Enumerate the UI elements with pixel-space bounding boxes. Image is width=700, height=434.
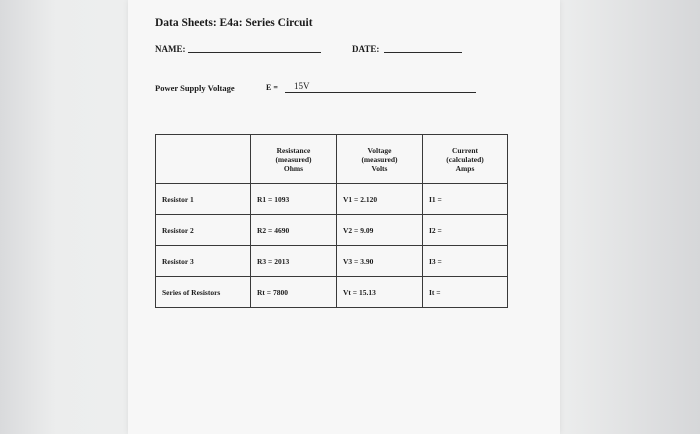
row-label: Resistor 3: [156, 246, 251, 277]
resistance-cell: R2 = 4690: [251, 215, 337, 246]
current-cell: I1 =: [423, 184, 508, 215]
row-label: Resistor 2: [156, 215, 251, 246]
date-label: DATE:: [352, 44, 380, 54]
voltage-cell: V2 = 9.09: [337, 215, 423, 246]
measurement-table: [155, 134, 508, 308]
supply-prefix: E =: [266, 83, 278, 92]
resistance-cell: R1 = 1093: [251, 184, 337, 215]
table-row: [156, 184, 508, 215]
table-row: [156, 215, 508, 246]
current-header: [423, 135, 508, 184]
table-row: [156, 277, 508, 308]
resistance-cell: R3 = 2013: [251, 246, 337, 277]
supply-voltage-value: 15V: [294, 81, 310, 91]
voltage-cell: V1 = 2.120: [337, 184, 423, 215]
table-header-cell: [156, 135, 251, 184]
table-header-row: [156, 135, 508, 184]
power-supply-label: Power Supply Voltage: [155, 83, 235, 93]
supply-field-line: [285, 92, 476, 93]
date-field-line: [384, 52, 462, 53]
voltage-cell: V3 = 3.90: [337, 246, 423, 277]
table-row: [156, 246, 508, 277]
name-label: NAME:: [155, 44, 186, 54]
current-header-text: Current (calculated) Amps: [446, 145, 484, 173]
voltage-header-text: Voltage (measured) Volts: [361, 145, 398, 173]
voltage-header: [337, 135, 423, 184]
resistance-cell: Rt = 7800: [251, 277, 337, 308]
row-label: Series of Resistors: [156, 277, 251, 308]
current-cell: I2 =: [423, 215, 508, 246]
name-field-line: [188, 52, 321, 53]
resistance-header-text: Resistance (measured) Ohms: [275, 145, 312, 173]
row-label: Resistor 1: [156, 184, 251, 215]
resistance-header: [251, 135, 337, 184]
current-cell: I3 =: [423, 246, 508, 277]
page-title: Data Sheets: E4a: Series Circuit: [155, 17, 313, 29]
voltage-cell: Vt = 15.13: [337, 277, 423, 308]
current-cell: It =: [423, 277, 508, 308]
